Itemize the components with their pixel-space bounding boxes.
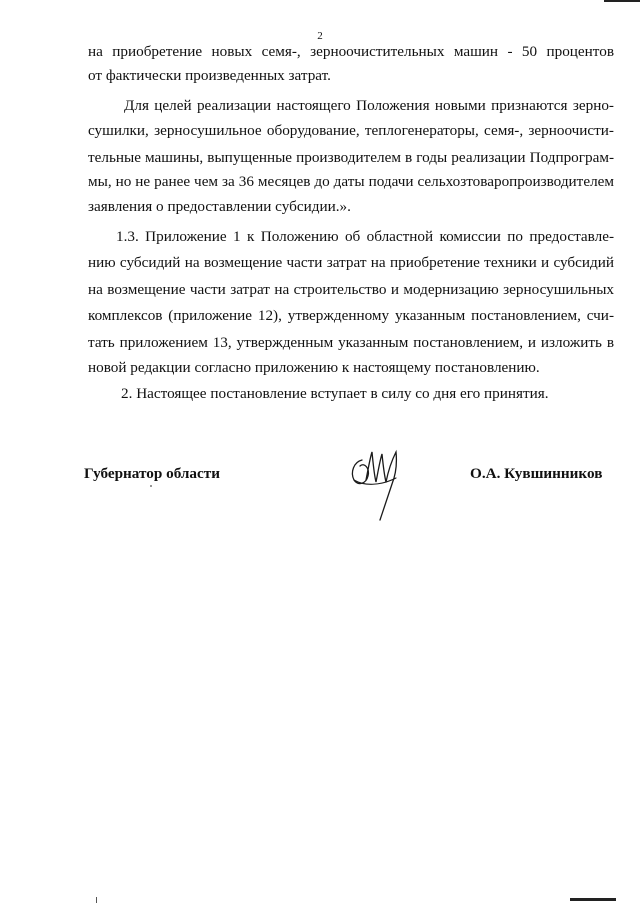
paragraph-3-line-1: 1.3. Приложение 1 к Положению об областной комиссии по предоставле- <box>116 228 614 245</box>
paragraph-4-line-1: 2. Настоящее постановление вступает в силу со дня его принятия. <box>121 385 549 402</box>
paragraph-3-line-5: тать приложением 13, утвержденным указанным постановлением, и изложить в <box>88 334 614 351</box>
paragraph-3-line-4: комплексов (приложение 12), утвержденному указанным постановлением, счи- <box>88 307 614 324</box>
corner-scan-mark-top <box>604 0 640 2</box>
paragraph-3-line-3: на возмещение части затрат на строительство и модернизацию зерносушильных <box>88 281 614 298</box>
paragraph-2-line-1: Для целей реализации настоящего Положения новыми признаются зерно- <box>124 97 614 114</box>
page-number: 2 <box>317 30 323 42</box>
paragraph-1-line-2: от фактически произведенных затрат. <box>88 67 331 84</box>
paragraph-2-line-4: мы, но не ранее чем за 36 месяцев до даты подачи сельхозтоваропроизводителем <box>88 173 614 190</box>
handwritten-signature <box>340 440 410 525</box>
paragraph-3-line-2: нию субсидий на возмещение части затрат на приобретение техники и субсидий <box>88 254 614 271</box>
paragraph-2-line-5: заявления о предоставлении субсидии.». <box>88 198 351 215</box>
edge-tick-mark <box>96 897 97 903</box>
governor-title: Губернатор области <box>84 465 220 482</box>
corner-scan-mark-bottom <box>570 898 616 901</box>
governor-name: О.А. Кувшинников <box>470 465 603 482</box>
paragraph-3-line-6: новой редакции согласно приложению к настоящему постановлению. <box>88 359 540 376</box>
paragraph-2-line-2: сушилки, зерносушильное оборудование, теплогенераторы, семя-, зерноочисти- <box>88 122 614 139</box>
paragraph-1-line-1: на приобретение новых семя-, зерноочистительных машин - 50 процентов <box>88 43 614 60</box>
paragraph-2-line-3: тельные машины, выпущенные производителем в годы реализации Подпрограм- <box>88 149 614 166</box>
scan-speck <box>150 485 152 487</box>
